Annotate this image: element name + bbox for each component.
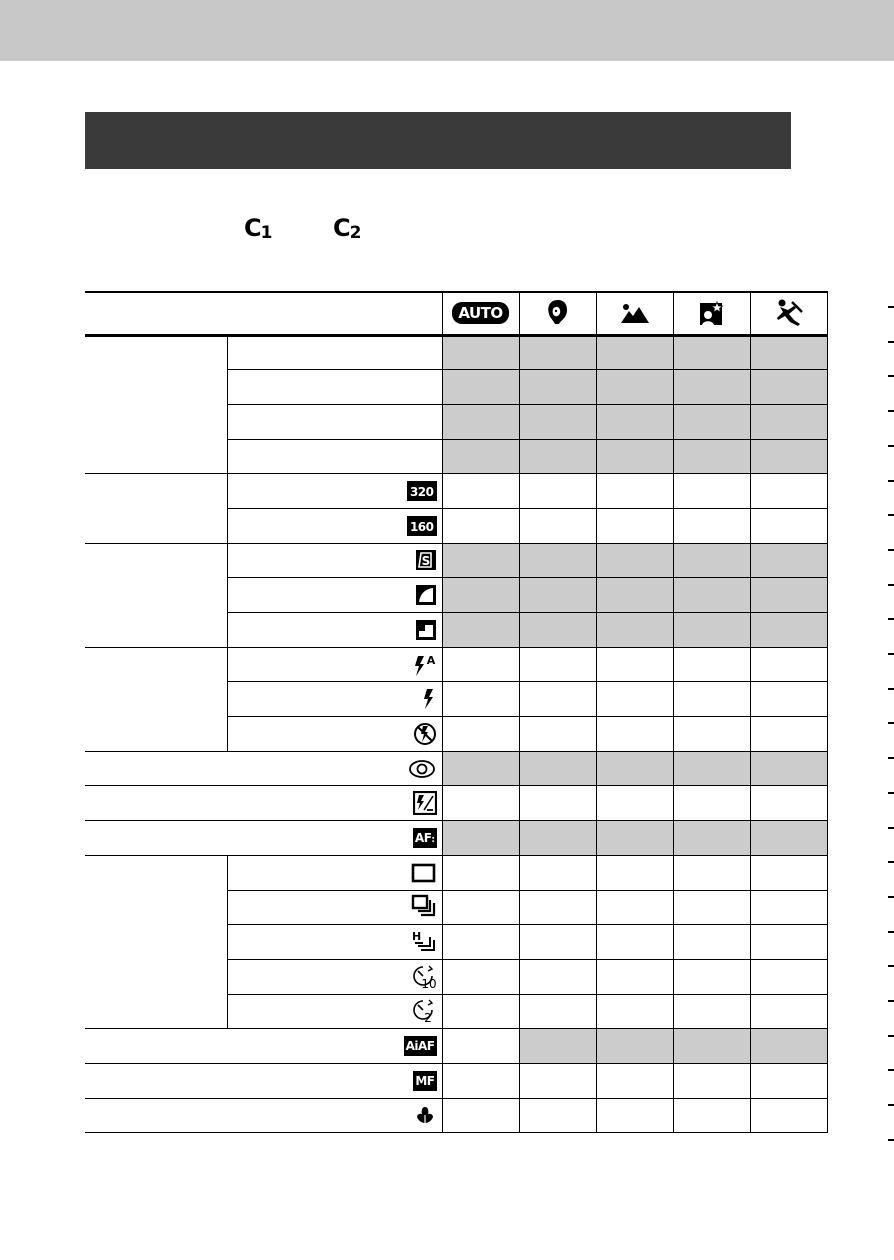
availability-cell-landscape [596,959,673,994]
sports-icon [774,298,804,328]
edge-tick [888,688,894,690]
availability-cell-landscape [596,717,673,752]
portrait-icon [545,298,571,328]
mode-sports [750,292,827,335]
edge-tick [888,1069,894,1071]
edge-tick [888,410,894,412]
availability-cell-AUTO [442,682,519,717]
option-label [227,370,442,405]
flash-on-icon [421,690,437,707]
availability-cell-sports [750,578,827,613]
landscape-icon [620,301,650,325]
availability-cell-landscape [596,404,673,439]
availability-cell-AUTO [442,786,519,821]
availability-cell-sports [750,994,827,1029]
flash-off-icon [413,725,437,742]
availability-cell-AUTO [442,717,519,752]
normal-icon [415,621,437,638]
option-label [227,647,442,682]
feature-group-label [85,543,227,647]
availability-cell-sports [750,508,827,543]
availability-cell-AUTO [442,474,519,509]
availability-cell-sports [750,335,827,370]
edge-tick [888,792,894,794]
table-row [85,543,827,578]
availability-cell-landscape [596,474,673,509]
availability-cell-landscape [596,751,673,786]
option-label [227,855,442,890]
availability-cell-portrait [519,959,596,994]
availability-cell-night-snapshot [673,404,750,439]
availability-cell-AUTO [442,370,519,405]
availability-cell-sports [750,1029,827,1064]
availability-cell-AUTO [442,855,519,890]
continuous-shooting-icon [411,899,437,916]
availability-cell-portrait [519,925,596,960]
edge-tick [888,653,894,655]
availability-cell-night-snapshot [673,370,750,405]
availability-cell-sports [750,890,827,925]
section-heading-box [85,112,791,169]
edge-tick [888,1104,894,1106]
edge-tick [888,618,894,620]
edge-tick [888,1000,894,1002]
availability-cell-portrait [519,682,596,717]
availability-cell-sports [750,370,827,405]
af-assist-beam-icon: AF: [413,829,437,846]
table-row [85,647,827,682]
availability-cell-landscape [596,821,673,856]
availability-cell-portrait [519,751,596,786]
edge-tick [888,341,894,343]
availability-cell-AUTO [442,959,519,994]
self-timer-10s-icon [411,968,437,990]
availability-cell-night-snapshot [673,508,750,543]
availability-cell-AUTO [442,647,519,682]
table-row [85,1098,827,1133]
availability-cell-night-snapshot [673,1098,750,1133]
superfine-icon [415,552,437,569]
availability-cell-AUTO [442,890,519,925]
availability-cell-night-snapshot [673,786,750,821]
availability-cell-AUTO [442,335,519,370]
availability-cell-landscape [596,439,673,474]
option-label [227,335,442,370]
page-edge-marks [888,290,894,1140]
table-row [85,1029,827,1064]
availability-cell-AUTO [442,578,519,613]
availability-cell-AUTO [442,508,519,543]
red-eye-icon [407,760,437,777]
aiaf-icon: AiAF [404,1037,437,1054]
edge-tick [888,1139,894,1141]
availability-cell-portrait [519,1063,596,1098]
option-label [227,994,442,1029]
feature-group-label [85,335,227,474]
availability-cell-night-snapshot [673,613,750,648]
availability-cell-sports [750,1098,827,1133]
availability-cell-night-snapshot [673,1063,750,1098]
availability-cell-portrait [519,578,596,613]
custom-mode-c2-icon: $C_2$ [333,214,361,243]
edge-tick [888,757,894,759]
availability-cell-sports [750,682,827,717]
option-label [85,821,442,856]
flash-exposure-comp-icon [413,795,437,812]
option-label [227,543,442,578]
macro-icon [413,1107,437,1124]
table-row [85,855,827,890]
edge-tick [888,827,894,829]
availability-cell-sports [750,959,827,994]
night-snapshot-icon [699,300,725,326]
mode-portrait [519,292,596,335]
option-label [227,404,442,439]
availability-cell-AUTO [442,821,519,856]
availability-cell-AUTO [442,925,519,960]
availability-cell-sports [750,786,827,821]
availability-cell-landscape [596,543,673,578]
mode-auto [442,292,519,335]
high-speed-continuous-icon [411,930,437,950]
option-label [227,474,442,509]
option-label [85,1029,442,1064]
table-row [85,335,827,370]
option-label [227,578,442,613]
table-row [85,786,827,821]
option-label [85,786,442,821]
edge-tick [888,965,894,967]
availability-cell-sports [750,543,827,578]
availability-cell-portrait [519,508,596,543]
availability-cell-portrait [519,370,596,405]
option-label [227,682,442,717]
availability-cell-night-snapshot [673,959,750,994]
availability-cell-sports [750,404,827,439]
availability-cell-sports [750,751,827,786]
edge-tick [888,375,894,377]
availability-cell-portrait [519,855,596,890]
availability-cell-landscape [596,508,673,543]
option-label [85,1063,442,1098]
availability-cell-night-snapshot [673,821,750,856]
availability-cell-AUTO [442,1029,519,1064]
availability-cell-portrait [519,786,596,821]
movie-320-icon: 320 [407,483,437,500]
table-row [85,474,827,509]
availability-cell-portrait [519,404,596,439]
availability-cell-night-snapshot [673,439,750,474]
availability-cell-landscape [596,1029,673,1064]
svg-text:S: S [421,554,430,569]
availability-cell-AUTO [442,543,519,578]
availability-cell-AUTO [442,613,519,648]
edge-tick [888,584,894,586]
svg-text:2: 2 [423,1011,432,1025]
option-label [85,1098,442,1133]
availability-cell-landscape [596,1098,673,1133]
availability-cell-night-snapshot [673,994,750,1029]
custom-mode-c1-icon: $C_1$ [244,214,272,243]
option-label [85,751,442,786]
mode-landscape [596,292,673,335]
availability-cell-AUTO [442,1063,519,1098]
availability-cell-portrait [519,439,596,474]
availability-cell-portrait [519,335,596,370]
feature-group-label [85,647,227,751]
svg-text:A: A [426,653,435,667]
availability-cell-sports [750,717,827,752]
availability-cell-portrait [519,1029,596,1064]
option-label [227,717,442,752]
edge-tick [888,722,894,724]
page-header-bar [0,0,894,61]
availability-cell-portrait [519,647,596,682]
edge-tick [888,1035,894,1037]
option-label [227,890,442,925]
edge-tick [888,861,894,863]
availability-cell-night-snapshot [673,682,750,717]
option-label [227,959,442,994]
availability-cell-landscape [596,335,673,370]
movie-160-icon: 160 [407,518,437,535]
feature-group-label [85,474,227,543]
availability-cell-AUTO [442,1098,519,1133]
availability-cell-portrait [519,613,596,648]
availability-cell-night-snapshot [673,543,750,578]
availability-cell-portrait [519,994,596,1029]
availability-cell-landscape [596,855,673,890]
mode-night-snapshot [673,292,750,335]
availability-cell-sports [750,821,827,856]
availability-cell-portrait [519,717,596,752]
table-row [85,1063,827,1098]
single-shot-icon [411,864,437,881]
edge-tick [888,896,894,898]
availability-cell-night-snapshot [673,578,750,613]
availability-cell-landscape [596,682,673,717]
header-blank [85,292,442,335]
availability-cell-night-snapshot [673,335,750,370]
fine-icon [415,586,437,603]
mode-header-row [85,292,827,335]
edge-tick [888,445,894,447]
availability-cell-portrait [519,543,596,578]
edge-tick [888,480,894,482]
availability-cell-landscape [596,613,673,648]
availability-cell-sports [750,439,827,474]
availability-cell-AUTO [442,439,519,474]
availability-cell-landscape [596,370,673,405]
flash-auto-icon [411,653,437,673]
availability-cell-portrait [519,821,596,856]
svg-text:10: 10 [420,976,437,990]
option-label [227,925,442,960]
availability-cell-landscape [596,994,673,1029]
option-label [227,439,442,474]
svg-text:H: H [411,930,421,944]
option-label [227,613,442,648]
availability-cell-sports [750,474,827,509]
availability-cell-night-snapshot [673,751,750,786]
availability-cell-portrait [519,1098,596,1133]
edge-tick [888,306,894,308]
availability-cell-night-snapshot [673,855,750,890]
availability-cell-landscape [596,647,673,682]
table-row [85,821,827,856]
availability-cell-sports [750,855,827,890]
availability-cell-sports [750,647,827,682]
availability-cell-landscape [596,925,673,960]
table-row [85,751,827,786]
availability-cell-night-snapshot [673,890,750,925]
availability-cell-night-snapshot [673,717,750,752]
availability-cell-landscape [596,578,673,613]
feature-group-label [85,855,227,1028]
availability-cell-night-snapshot [673,647,750,682]
availability-cell-AUTO [442,404,519,439]
availability-cell-night-snapshot [673,925,750,960]
availability-cell-landscape [596,890,673,925]
function-availability-table [85,291,828,1133]
edge-tick [888,514,894,516]
availability-cell-night-snapshot [673,474,750,509]
availability-cell-landscape [596,1063,673,1098]
availability-cell-AUTO [442,994,519,1029]
availability-cell-sports [750,925,827,960]
manual-focus-icon: MF [413,1072,436,1089]
availability-cell-AUTO [442,751,519,786]
availability-cell-portrait [519,474,596,509]
availability-cell-night-snapshot [673,1029,750,1064]
auto-mode-icon: AUTO [452,302,508,324]
edge-tick [888,549,894,551]
self-timer-2s-icon [411,1003,437,1025]
option-label [227,508,442,543]
availability-cell-portrait [519,890,596,925]
availability-cell-sports [750,613,827,648]
availability-cell-sports [750,1063,827,1098]
edge-tick [888,931,894,933]
availability-cell-landscape [596,786,673,821]
